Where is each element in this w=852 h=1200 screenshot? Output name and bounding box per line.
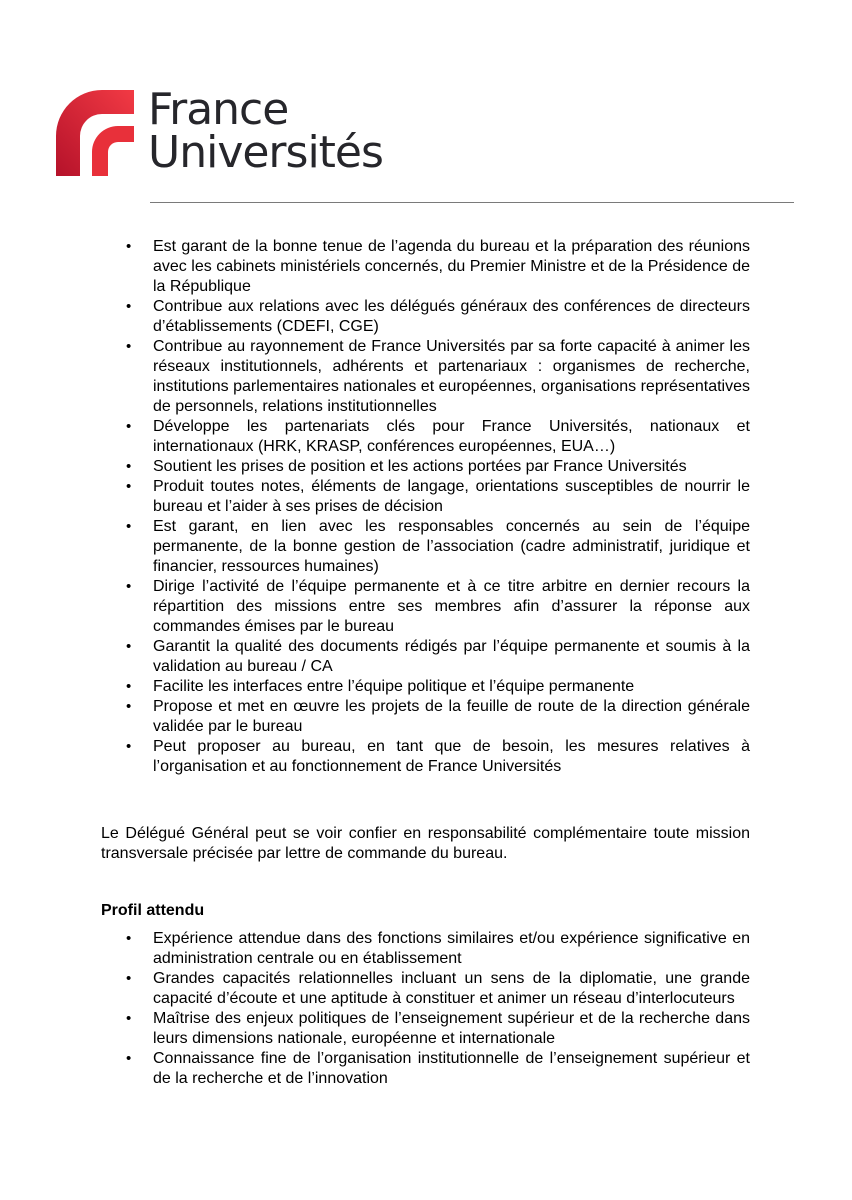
list-item <box>101 737 750 777</box>
france-universites-logo <box>56 84 416 180</box>
list-item-text: Connaissance fine de l’organisation institutionnelle de l’enseignement supérieur et de la recherche et de l’innovation <box>153 1050 750 1087</box>
list-item-text: Produit toutes notes, éléments de langage, orientations susceptibles de nourrir le bureau et l’aider à ses prises de décision <box>153 478 750 515</box>
list-item-text: Contribue aux relations avec les délégués généraux des conférences de directeurs d’établissements (CDEFI, CGE) <box>153 298 750 335</box>
list-item-text: Garantit la qualité des documents rédigés par l’équipe permanente et soumis à la validation au bureau / CA <box>153 638 750 675</box>
list-item-text: Développe les partenariats clés pour France Universités, nationaux et internationaux (HRK, KRASP, conférences européennes, EUA…) <box>153 418 750 455</box>
bullet-icon: • <box>126 578 132 595</box>
bullet-icon: • <box>126 238 132 255</box>
brand-wordmark <box>148 84 383 178</box>
list-item-text: Peut proposer au bureau, en tant que de besoin, les mesures relatives à l’organisation et au fonctionnement de France Universités <box>153 738 750 775</box>
profile-list <box>101 929 750 1089</box>
list-item <box>101 677 750 697</box>
list-item-text: Contribue au rayonnement de France Universités par sa forte capacité à animer les réseaux institutionnels, adhérents et partenariaux : organismes de recherche, institutions parlementaires nationales et européennes, organisations représentatives de personnels, relations institutionnelles <box>153 338 750 415</box>
list-item <box>101 517 750 577</box>
list-item <box>101 417 750 457</box>
list-item <box>101 337 750 417</box>
bullet-icon: • <box>126 738 132 755</box>
list-item-text: Facilite les interfaces entre l’équipe politique et l’équipe permanente <box>153 678 635 695</box>
bullet-icon: • <box>126 338 132 355</box>
list-item <box>101 697 750 737</box>
list-item-text: Est garant, en lien avec les responsables concernés au sein de l’équipe permanente, de la bonne gestion de l’association (cadre administratif, juridique et financier, ressources humaines) <box>153 518 750 575</box>
duties-list <box>101 237 750 777</box>
logo-arc-icon <box>56 90 134 176</box>
bullet-icon: • <box>126 478 132 495</box>
bullet-icon: • <box>126 698 132 715</box>
list-item-text: Est garant de la bonne tenue de l’agenda du bureau et la préparation des réunions avec les cabinets ministériels concernés, du Premier Ministre et de la Présidence de la République <box>153 238 750 295</box>
brand-line-france: France <box>148 84 289 135</box>
list-item <box>101 577 750 637</box>
list-item <box>101 637 750 677</box>
list-item-text: Propose et met en œuvre les projets de la feuille de route de la direction générale validée par le bureau <box>153 698 750 735</box>
profile-heading: Profil attendu <box>101 902 205 919</box>
bullet-icon: • <box>126 638 132 655</box>
header-divider <box>150 202 794 203</box>
list-item <box>101 237 750 297</box>
bullet-icon: • <box>126 1050 132 1067</box>
list-item <box>101 477 750 517</box>
bullet-icon: • <box>126 418 132 435</box>
list-item <box>101 297 750 337</box>
bullet-icon: • <box>126 678 132 695</box>
bullet-icon: • <box>126 930 132 947</box>
bullet-icon: • <box>126 298 132 315</box>
bullet-icon: • <box>126 458 132 475</box>
list-item-text: Grandes capacités relationnelles incluant un sens de la diplomatie, une grande capacité d’écoute et une aptitude à constituer et animer un réseau d’interlocuteurs <box>153 970 750 1007</box>
list-item <box>101 1009 750 1049</box>
list-item-text: Dirige l’activité de l’équipe permanente et à ce titre arbitre en dernier recours la répartition des missions entre ses membres afin d’assurer la réponse aux commandes émises par le bureau <box>153 578 750 635</box>
bullet-icon: • <box>126 970 132 987</box>
list-item <box>101 969 750 1009</box>
list-item-text: Soutient les prises de position et les actions portées par France Universités <box>153 458 687 475</box>
list-item <box>101 929 750 969</box>
bullet-icon: • <box>126 518 132 535</box>
list-item-text: Expérience attendue dans des fonctions similaires et/ou expérience significative en administration centrale ou en établissement <box>153 930 750 967</box>
list-item-text: Maîtrise des enjeux politiques de l’enseignement supérieur et de la recherche dans leurs dimensions nationale, européenne et internationale <box>153 1010 750 1047</box>
list-item <box>101 457 750 477</box>
bullet-icon: • <box>126 1010 132 1027</box>
delegate-paragraph: Le Délégué Général peut se voir confier en responsabilité complémentaire toute mission transversale précisée par lettre de commande du bureau. <box>101 825 750 862</box>
list-item <box>101 1049 750 1089</box>
brand-line-universites: Universités <box>148 127 383 178</box>
